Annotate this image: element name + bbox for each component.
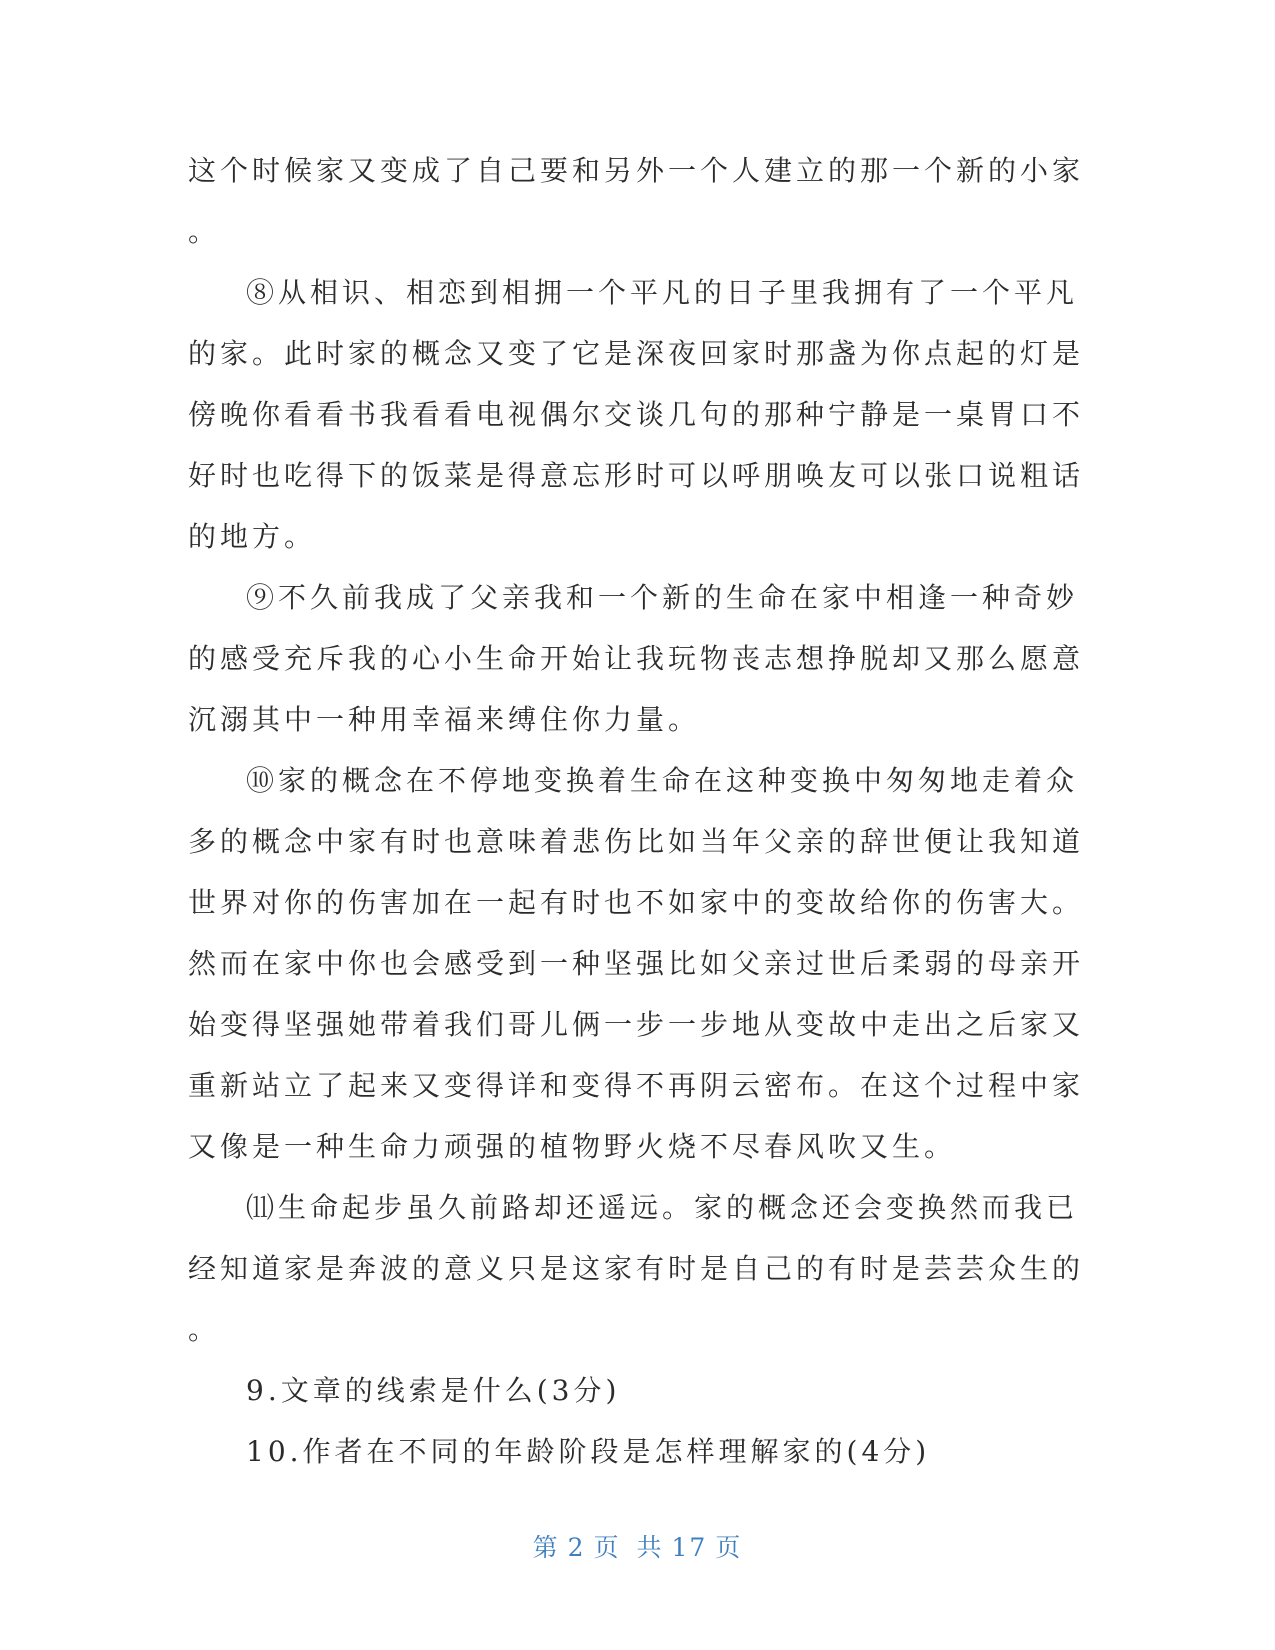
paragraph-8-start: ⑧从相识、相恋到相拥一个平凡的日子里我拥有了一个平凡: [246, 276, 1079, 309]
text-line: 重新站立了起来又变得详和变得不再阴云密布。在这个过程中家: [188, 1069, 1085, 1102]
question-10: 10.作者在不同的年龄阶段是怎样理解家的(4分): [246, 1435, 931, 1468]
text-line: 这个时候家又变成了自己要和另外一个人建立的那一个新的小家: [188, 154, 1085, 187]
text-line: 始变得坚强她带着我们哥儿俩一步一步地从变故中走出之后家又: [188, 1008, 1085, 1041]
text-line: 的感受充斥我的心小生命开始让我玩物丧志想挣脱却又那么愿意: [188, 642, 1085, 675]
text-line: 。: [188, 1313, 221, 1346]
page-total: 17: [671, 1533, 708, 1562]
document-body: [188, 140, 1085, 1482]
text-line: 的地方。: [188, 520, 317, 553]
paragraph-11-start: ⑾生命起步虽久前路却还遥远。家的概念还会变换然而我已: [246, 1191, 1079, 1224]
text-line: 经知道家是奔波的意义只是这家有时是自己的有时是芸芸众生的: [188, 1252, 1085, 1285]
page-mid: 页 共: [593, 1533, 664, 1562]
question-9: 9.文章的线索是什么(3分): [246, 1374, 621, 1407]
text-line: 然而在家中你也会感受到一种坚强比如父亲过世后柔弱的母亲开: [188, 947, 1085, 980]
page-suffix: 页: [715, 1533, 743, 1562]
text-line: 世界对你的伤害加在一起有时也不如家中的变故给你的伤害大。: [188, 886, 1085, 919]
text-line: 好时也吃得下的饭菜是得意忘形时可以呼朋唤友可以张口说粗话: [188, 459, 1085, 492]
text-line: 傍晚你看看书我看看电视偶尔交谈几句的那种宁静是一桌胃口不: [188, 398, 1085, 431]
paragraph-10-start: ⑩家的概念在不停地变换着生命在这种变换中匆匆地走着众: [246, 764, 1079, 797]
text-line: 沉溺其中一种用幸福来缚住你力量。: [188, 703, 701, 736]
paragraph-9-start: ⑨不久前我成了父亲我和一个新的生命在家中相逢一种奇妙: [246, 581, 1079, 614]
text-line: 又像是一种生命力顽强的植物野火烧不尽春风吹又生。: [188, 1130, 957, 1163]
page-footer: [0, 1528, 1275, 1564]
text-line: 。: [188, 215, 221, 248]
page-current: 2: [567, 1533, 586, 1562]
text-line: 多的概念中家有时也意味着悲伤比如当年父亲的辞世便让我知道: [188, 825, 1085, 858]
text-line: 的家。此时家的概念又变了它是深夜回家时那盏为你点起的灯是: [188, 337, 1085, 370]
page-prefix: 第: [532, 1533, 560, 1562]
